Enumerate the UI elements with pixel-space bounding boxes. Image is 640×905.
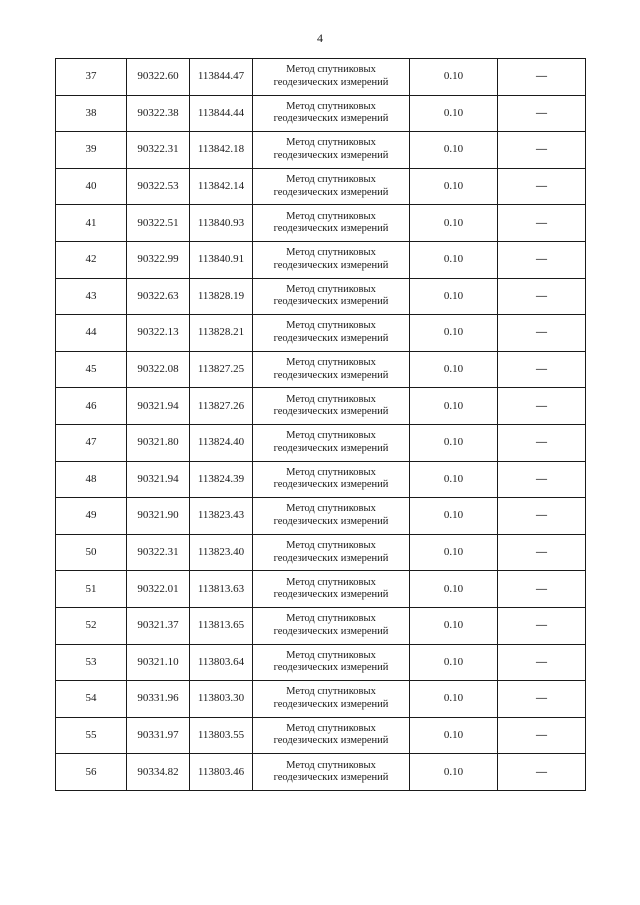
- accuracy-cell: 0.10: [410, 95, 498, 132]
- description-cell: —: [498, 534, 586, 571]
- x-coordinate-cell: 90322.31: [127, 132, 190, 169]
- method-line-1: Метод спутниковых: [286, 247, 376, 259]
- accuracy-cell: 0.10: [410, 278, 498, 315]
- table-row: [56, 278, 586, 315]
- accuracy-cell: 0.10: [410, 351, 498, 388]
- table-row: [56, 388, 586, 425]
- method-line-2: геодезических измерений: [273, 406, 389, 418]
- method-line-2: геодезических измерений: [273, 186, 389, 198]
- page-number: 4: [317, 31, 323, 45]
- method-line-2: геодезических измерений: [273, 698, 389, 710]
- x-coordinate-cell: 90321.90: [127, 498, 190, 535]
- x-coordinate-cell: 90322.38: [127, 95, 190, 132]
- point-number-cell: 52: [56, 607, 127, 644]
- method-cell: [253, 717, 410, 754]
- point-number-cell: 54: [56, 681, 127, 718]
- description-cell: —: [498, 717, 586, 754]
- description-cell: —: [498, 59, 586, 96]
- table-row: [56, 95, 586, 132]
- accuracy-cell: 0.10: [410, 59, 498, 96]
- method-line-2: геодезических измерений: [273, 223, 389, 235]
- x-coordinate-cell: 90331.96: [127, 681, 190, 718]
- x-coordinate-cell: 90321.10: [127, 644, 190, 681]
- method-cell: [253, 424, 410, 461]
- method-line-1: Метод спутниковых: [286, 210, 376, 222]
- description-cell: —: [498, 681, 586, 718]
- method-cell: [253, 168, 410, 205]
- x-coordinate-cell: 90322.13: [127, 315, 190, 352]
- description-cell: —: [498, 498, 586, 535]
- method-line-1: Метод спутниковых: [286, 722, 376, 734]
- method-line-2: геодезических измерений: [273, 76, 389, 88]
- y-coordinate-cell: 113824.39: [190, 461, 253, 498]
- accuracy-cell: 0.10: [410, 132, 498, 169]
- method-line-1: Метод спутниковых: [286, 357, 376, 369]
- table-row: [56, 241, 586, 278]
- point-number-cell: 39: [56, 132, 127, 169]
- point-number-cell: 41: [56, 205, 127, 242]
- table-row: [56, 607, 586, 644]
- method-cell: [253, 95, 410, 132]
- y-coordinate-cell: 113803.55: [190, 717, 253, 754]
- table-row: [56, 534, 586, 571]
- y-coordinate-cell: 113844.44: [190, 95, 253, 132]
- description-cell: —: [498, 278, 586, 315]
- point-number-cell: 43: [56, 278, 127, 315]
- method-line-1: Метод спутниковых: [286, 503, 376, 515]
- x-coordinate-cell: 90322.08: [127, 351, 190, 388]
- method-line-2: геодезических измерений: [273, 259, 389, 271]
- method-line-1: Метод спутниковых: [286, 430, 376, 442]
- accuracy-cell: 0.10: [410, 681, 498, 718]
- y-coordinate-cell: 113842.18: [190, 132, 253, 169]
- description-cell: —: [498, 205, 586, 242]
- method-line-1: Метод спутниковых: [286, 100, 376, 112]
- method-cell: [253, 351, 410, 388]
- table-row: [56, 571, 586, 608]
- method-line-1: Метод спутниковых: [286, 540, 376, 552]
- table-row: [56, 424, 586, 461]
- x-coordinate-cell: 90322.31: [127, 534, 190, 571]
- x-coordinate-cell: 90321.80: [127, 424, 190, 461]
- point-number-cell: 53: [56, 644, 127, 681]
- description-cell: —: [498, 168, 586, 205]
- y-coordinate-cell: 113813.65: [190, 607, 253, 644]
- method-line-2: геодезических измерений: [273, 113, 389, 125]
- point-number-cell: 48: [56, 461, 127, 498]
- accuracy-cell: 0.10: [410, 754, 498, 791]
- table-row: [56, 717, 586, 754]
- method-cell: [253, 205, 410, 242]
- table-row: [56, 205, 586, 242]
- method-cell: [253, 571, 410, 608]
- table-row: [56, 498, 586, 535]
- accuracy-cell: 0.10: [410, 388, 498, 425]
- y-coordinate-cell: 113803.46: [190, 754, 253, 791]
- accuracy-cell: 0.10: [410, 168, 498, 205]
- description-cell: —: [498, 424, 586, 461]
- description-cell: —: [498, 241, 586, 278]
- method-line-1: Метод спутниковых: [286, 576, 376, 588]
- coordinates-table: [55, 58, 586, 791]
- x-coordinate-cell: 90321.94: [127, 461, 190, 498]
- y-coordinate-cell: 113844.47: [190, 59, 253, 96]
- method-line-2: геодезических измерений: [273, 479, 389, 491]
- y-coordinate-cell: 113840.93: [190, 205, 253, 242]
- table-row: [56, 59, 586, 96]
- method-cell: [253, 607, 410, 644]
- coordinates-table-body: [56, 59, 586, 791]
- method-line-2: геодезических измерений: [273, 515, 389, 527]
- point-number-cell: 45: [56, 351, 127, 388]
- accuracy-cell: 0.10: [410, 205, 498, 242]
- table-row: [56, 461, 586, 498]
- description-cell: —: [498, 607, 586, 644]
- method-line-1: Метод спутниковых: [286, 320, 376, 332]
- x-coordinate-cell: 90322.99: [127, 241, 190, 278]
- method-cell: [253, 644, 410, 681]
- x-coordinate-cell: 90322.51: [127, 205, 190, 242]
- table-row: [56, 681, 586, 718]
- description-cell: —: [498, 754, 586, 791]
- method-line-2: геодезических измерений: [273, 772, 389, 784]
- accuracy-cell: 0.10: [410, 315, 498, 352]
- y-coordinate-cell: 113827.25: [190, 351, 253, 388]
- accuracy-cell: 0.10: [410, 461, 498, 498]
- description-cell: —: [498, 132, 586, 169]
- method-line-1: Метод спутниковых: [286, 283, 376, 295]
- x-coordinate-cell: 90322.60: [127, 59, 190, 96]
- method-line-2: геодезических измерений: [273, 296, 389, 308]
- table-row: [56, 315, 586, 352]
- point-number-cell: 44: [56, 315, 127, 352]
- point-number-cell: 37: [56, 59, 127, 96]
- method-cell: [253, 681, 410, 718]
- table-row: [56, 351, 586, 388]
- y-coordinate-cell: 113824.40: [190, 424, 253, 461]
- y-coordinate-cell: 113803.64: [190, 644, 253, 681]
- point-number-cell: 42: [56, 241, 127, 278]
- point-number-cell: 51: [56, 571, 127, 608]
- table-row: [56, 168, 586, 205]
- y-coordinate-cell: 113828.21: [190, 315, 253, 352]
- accuracy-cell: 0.10: [410, 607, 498, 644]
- method-cell: [253, 59, 410, 96]
- method-line-2: геодезических измерений: [273, 369, 389, 381]
- y-coordinate-cell: 113813.63: [190, 571, 253, 608]
- method-line-1: Метод спутниковых: [286, 64, 376, 76]
- description-cell: —: [498, 351, 586, 388]
- method-line-2: геодезических измерений: [273, 149, 389, 161]
- point-number-cell: 55: [56, 717, 127, 754]
- method-line-1: Метод спутниковых: [286, 466, 376, 478]
- point-number-cell: 49: [56, 498, 127, 535]
- accuracy-cell: 0.10: [410, 571, 498, 608]
- point-number-cell: 38: [56, 95, 127, 132]
- y-coordinate-cell: 113823.40: [190, 534, 253, 571]
- y-coordinate-cell: 113827.26: [190, 388, 253, 425]
- y-coordinate-cell: 113823.43: [190, 498, 253, 535]
- method-line-2: геодезических измерений: [273, 735, 389, 747]
- method-line-2: геодезических измерений: [273, 552, 389, 564]
- description-cell: —: [498, 388, 586, 425]
- method-cell: [253, 388, 410, 425]
- point-number-cell: 56: [56, 754, 127, 791]
- x-coordinate-cell: 90334.82: [127, 754, 190, 791]
- table-row: [56, 754, 586, 791]
- point-number-cell: 50: [56, 534, 127, 571]
- accuracy-cell: 0.10: [410, 717, 498, 754]
- description-cell: —: [498, 571, 586, 608]
- description-cell: —: [498, 95, 586, 132]
- method-cell: [253, 461, 410, 498]
- point-number-cell: 47: [56, 424, 127, 461]
- method-cell: [253, 315, 410, 352]
- accuracy-cell: 0.10: [410, 498, 498, 535]
- description-cell: —: [498, 461, 586, 498]
- method-cell: [253, 241, 410, 278]
- point-number-cell: 40: [56, 168, 127, 205]
- method-cell: [253, 534, 410, 571]
- method-line-1: Метод спутниковых: [286, 686, 376, 698]
- method-line-2: геодезических измерений: [273, 332, 389, 344]
- method-line-2: геодезических измерений: [273, 662, 389, 674]
- method-cell: [253, 754, 410, 791]
- method-line-2: геодезических измерений: [273, 442, 389, 454]
- x-coordinate-cell: 90321.37: [127, 607, 190, 644]
- method-line-1: Метод спутниковых: [286, 174, 376, 186]
- x-coordinate-cell: 90321.94: [127, 388, 190, 425]
- method-line-2: геодезических измерений: [273, 589, 389, 601]
- table-row: [56, 644, 586, 681]
- x-coordinate-cell: 90322.63: [127, 278, 190, 315]
- method-line-2: геодезических измерений: [273, 625, 389, 637]
- method-line-1: Метод спутниковых: [286, 613, 376, 625]
- accuracy-cell: 0.10: [410, 534, 498, 571]
- accuracy-cell: 0.10: [410, 644, 498, 681]
- x-coordinate-cell: 90331.97: [127, 717, 190, 754]
- method-line-1: Метод спутниковых: [286, 393, 376, 405]
- table-row: [56, 132, 586, 169]
- method-cell: [253, 278, 410, 315]
- y-coordinate-cell: 113828.19: [190, 278, 253, 315]
- method-line-1: Метод спутниковых: [286, 649, 376, 661]
- point-number-cell: 46: [56, 388, 127, 425]
- description-cell: —: [498, 644, 586, 681]
- method-cell: [253, 498, 410, 535]
- method-line-1: Метод спутниковых: [286, 759, 376, 771]
- method-line-1: Метод спутниковых: [286, 137, 376, 149]
- x-coordinate-cell: 90322.53: [127, 168, 190, 205]
- method-cell: [253, 132, 410, 169]
- y-coordinate-cell: 113803.30: [190, 681, 253, 718]
- x-coordinate-cell: 90322.01: [127, 571, 190, 608]
- description-cell: —: [498, 315, 586, 352]
- accuracy-cell: 0.10: [410, 424, 498, 461]
- y-coordinate-cell: 113840.91: [190, 241, 253, 278]
- y-coordinate-cell: 113842.14: [190, 168, 253, 205]
- accuracy-cell: 0.10: [410, 241, 498, 278]
